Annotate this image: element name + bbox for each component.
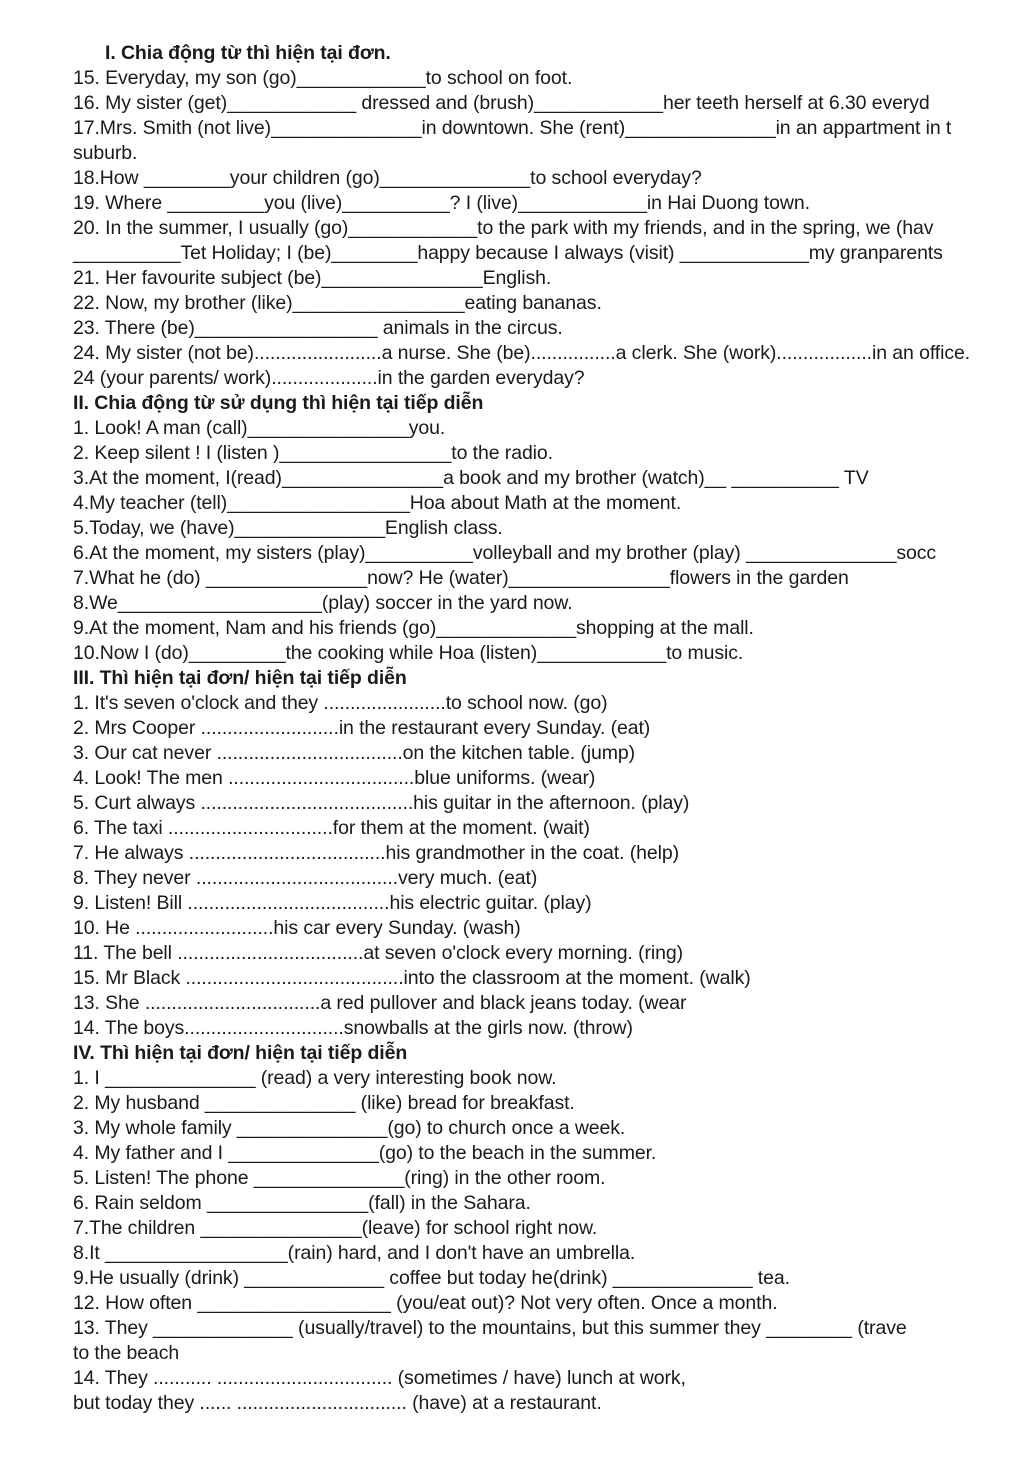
exercise-line: 22. Now, my brother (like)________________eating bananas. [73, 292, 602, 314]
section-heading: II. Chia động từ sử dụng thì hiện tại tiếp diễn [73, 392, 484, 414]
exercise-line: 9.He usually (drink) _____________ coffee but today he(drink) _____________ tea. [73, 1267, 790, 1289]
exercise-line: 15. Mr Black .........................................into the classroom at the moment. (walk) [73, 967, 751, 989]
exercise-line: 23. There (be)_________________ animals in the circus. [73, 317, 563, 339]
worksheet [73, 41, 1024, 1416]
exercise-line: but today they ...... ................................ (have) at a restaurant. [73, 1392, 602, 1414]
exercise-line: 3. Our cat never ...................................on the kitchen table. (jump) [73, 742, 636, 764]
exercise-line: 12. How often __________________ (you/eat out)? Not very often. Once a month. [73, 1292, 778, 1314]
exercise-line: 4. My father and I ______________(go) to the beach in the summer. [73, 1142, 657, 1164]
exercise-line: to the beach [73, 1342, 180, 1364]
exercise-line: 2. My husband ______________ (like) bread for breakfast. [73, 1092, 575, 1114]
exercise-line: 7.What he (do) _______________now? He (water)_______________flowers in the garden [73, 567, 849, 589]
exercise-line: 4. Look! The men ...................................blue uniforms. (wear) [73, 767, 596, 789]
exercise-line: 21. Her favourite subject (be)_______________English. [73, 267, 552, 289]
exercise-line: 2. Keep silent ! I (listen )________________to the radio. [73, 442, 553, 464]
exercise-line: 2. Mrs Cooper ..........................in the restaurant every Sunday. (eat) [73, 717, 651, 739]
exercise-line: 19. Where _________you (live)__________? I (live)____________in Hai Duong town. [73, 192, 810, 214]
exercise-line: 6. The taxi ...............................for them at the moment. (wait) [73, 817, 590, 839]
exercise-line: 13. They _____________ (usually/travel) to the mountains, but this summer they ________ (trave [73, 1317, 907, 1339]
exercise-line: 20. In the summer, I usually (go)____________to the park with my friends, and in the spring, we (hav [73, 217, 934, 239]
exercise-line: 5.Today, we (have)______________English class. [73, 517, 503, 539]
exercise-line: 3. My whole family ______________(go) to church once a week. [73, 1117, 626, 1139]
section-heading: I. Chia động từ thì hiện tại đơn. [105, 42, 391, 64]
exercise-line: 5. Listen! The phone ______________(ring) in the other room. [73, 1167, 606, 1189]
exercise-line: 3.At the moment, I(read)_______________a book and my brother (watch)__ __________ TV [73, 467, 869, 489]
section-heading: IV. Thì hiện tại đơn/ hiện tại tiếp diễn [73, 1042, 408, 1064]
exercise-line: 5. Curt always ........................................his guitar in the afternoon. (play) [73, 792, 690, 814]
exercise-line: 7.The children _______________(leave) for school right now. [73, 1217, 598, 1239]
exercise-line: 9.At the moment, Nam and his friends (go)_____________shopping at the mall. [73, 617, 754, 639]
exercise-line: 13. She .................................a red pullover and black jeans today. (wear [73, 992, 687, 1014]
exercise-line: 18.How ________your children (go)______________to school everyday? [73, 167, 702, 189]
exercise-line: 10.Now I (do)_________the cooking while Hoa (listen)____________to music. [73, 642, 744, 664]
exercise-line: __________Tet Holiday; I (be)________happy because I always (visit) ____________my granparents [73, 242, 943, 264]
exercise-line: 17.Mrs. Smith (not live)______________in downtown. She (rent)______________in an appartment in t [73, 117, 952, 139]
exercise-line: 8.It _________________(rain) hard, and I don't have an umbrella. [73, 1242, 636, 1264]
exercise-line: 6.At the moment, my sisters (play)__________volleyball and my brother (play) ______________socc [73, 542, 937, 564]
exercise-line: 1. I ______________ (read) a very interesting book now. [73, 1067, 557, 1089]
exercise-line: 11. The bell ...................................at seven o'clock every morning. (ring) [73, 942, 683, 964]
exercise-line: 9. Listen! Bill ......................................his electric guitar. (play) [73, 892, 592, 914]
exercise-line: 10. He ..........................his car every Sunday. (wash) [73, 917, 521, 939]
exercise-line: 24 (your parents/ work)....................in the garden everyday? [73, 367, 585, 389]
exercise-line: 1. It's seven o'clock and they .......................to school now. (go) [73, 692, 608, 714]
exercise-line: 1. Look! A man (call)_______________you. [73, 417, 446, 439]
exercise-line: 15. Everyday, my son (go)____________to school on foot. [73, 67, 573, 89]
exercise-line: suburb. [73, 142, 138, 164]
exercise-line: 14. The boys..............................snowballs at the girls now. (throw) [73, 1017, 633, 1039]
exercise-line: 16. My sister (get)____________ dressed and (brush)____________her teeth herself at 6.30 everyd [73, 92, 930, 114]
exercise-line: 6. Rain seldom _______________(fall) in the Sahara. [73, 1192, 531, 1214]
exercise-line: 7. He always .....................................his grandmother in the coat. (help) [73, 842, 679, 864]
section-heading: III. Thì hiện tại đơn/ hiện tại tiếp diễn [73, 667, 407, 689]
exercise-line: 14. They ........... ................................. (sometimes / have) lunch at work, [73, 1367, 686, 1389]
exercise-line: 8. They never ......................................very much. (eat) [73, 867, 538, 889]
exercise-line: 4.My teacher (tell)_________________Hoa about Math at the moment. [73, 492, 682, 514]
exercise-line: 24. My sister (not be)........................a nurse. She (be)................a clerk. She (work)..................in an office. [73, 342, 971, 364]
exercise-line: 8.We___________________(play) soccer in the yard now. [73, 592, 573, 614]
